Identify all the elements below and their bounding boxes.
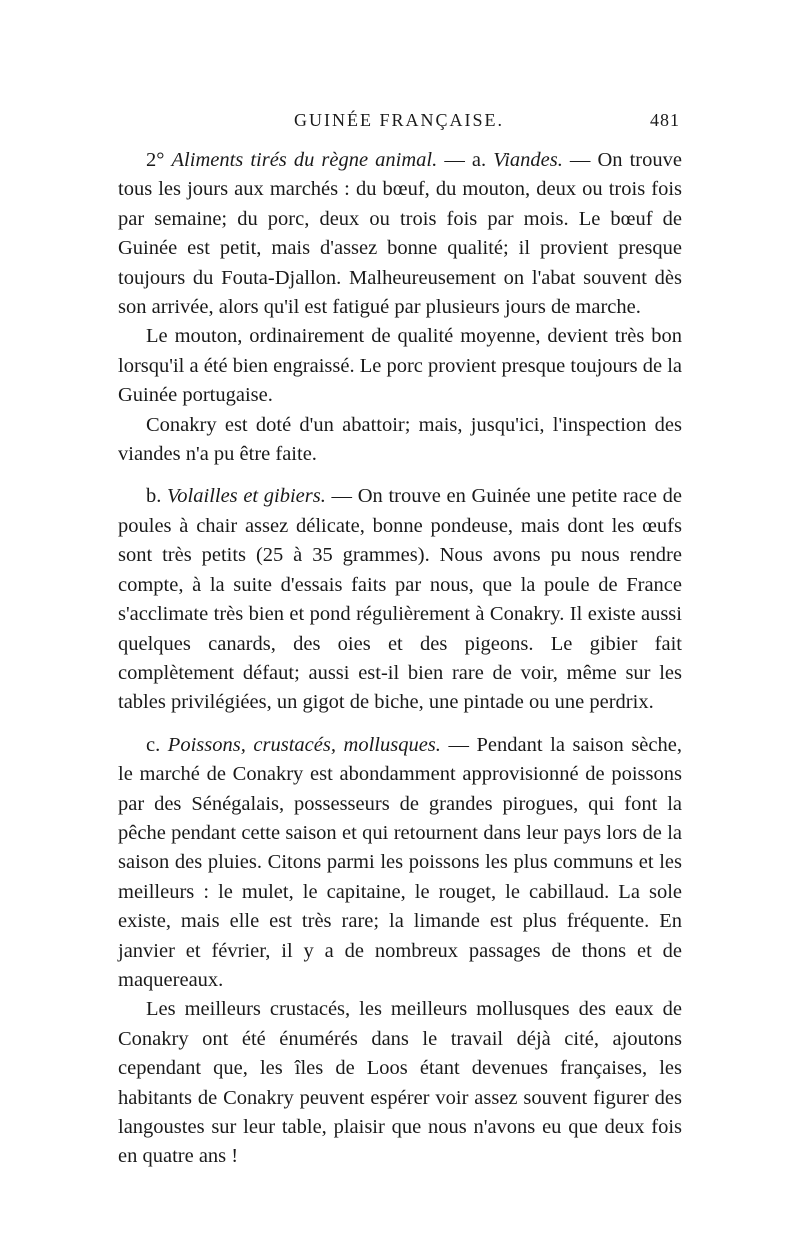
subsection-letter: b. <box>146 485 168 508</box>
section-heading: Aliments tirés du règne animal. <box>171 149 438 171</box>
body-text <box>118 146 682 1172</box>
page-header <box>118 110 680 134</box>
subsection-heading: Volailles et gibiers. <box>167 485 326 508</box>
running-title: GUINÉE FRANÇAISE. <box>293 110 504 130</box>
paragraph-viandes <box>118 146 682 322</box>
paragraph-text: — Pendant la saison sèche, le marché de Conakry est abondamment approvisionné de poissons par des Sénégalais, possesseurs de grandes pirogues, qui font la pêche pendant cette saison et qui retournent dans leur pays lors de la saison des pluies. Citons parmi les poissons les plus communs et les meilleurs : le mulet, le capitaine, le rouget, le cabillaud. La sole existe, mais elle est très rare; la limande est plus fréquente. En janvier et février, il y a de nombreux passages de thons et de maquereaux. <box>118 733 682 991</box>
paragraph-text: Les meilleurs crustacés, les meilleurs mollusques des eaux de Conakry ont été énumérés dans le travail déjà cité, ajoutons cependant que, les îles de Loos étant devenues françaises, les habitants de Conakry peuvent espérer voir assez souvent figurer des langoustes sur leur table, plaisir que nous n'avons eu que deux fois en quatre ans ! <box>118 998 682 1168</box>
paragraph-volailles <box>118 482 682 717</box>
subsection-heading: Poissons, crustacés, mollusques. <box>167 733 441 756</box>
paragraph-text: Le mouton, ordinairement de qualité moyenne, devient très bon lorsqu'il a été bien engraissé. Le porc provient presque toujours de la Guinée portugaise. <box>118 325 682 407</box>
paragraph-abattoir <box>118 411 682 470</box>
subsection-heading: Viandes. <box>493 149 563 171</box>
paragraph-text: Conakry est doté d'un abattoir; mais, jusqu'ici, l'inspection des viandes n'a pu être faite. <box>118 413 682 466</box>
paragraph-text: — On trouve tous les jours aux marchés : du bœuf, du mouton, deux ou trois fois par semaine; du porc, deux ou trois fois par mois. Le bœuf de Guinée est petit, mais d'assez bonne qualité; il provient presque toujours du Fouta-Djallon. Malheureusement on l'abat souvent dès son arrivée, alors qu'il est fatigué par plusieurs jours de marche. <box>118 149 682 319</box>
paragraph-poissons <box>118 731 682 996</box>
section-separator: — a. <box>437 149 494 171</box>
paragraph-crustaces <box>118 995 682 1171</box>
subsection-letter: c. <box>146 733 168 756</box>
paragraph-mouton <box>118 322 682 410</box>
paragraph-text: — On trouve en Guinée une petite race de poules à chair assez délicate, bonne pondeuse, mais dont les œufs sont très petits (25 à 35 grammes). Nous avons pu nous rendre compte, à la suite d'essais faits par nous, que la poule de France s'acclimate très bien et pond régulièrement à Conakry. Il existe aussi quelques canards, des oies et des pigeons. Le gibier fait complètement défaut; aussi est-il bien rare de voir, même sur les tables privilégiées, un gigot de biche, une pintade ou une perdrix. <box>118 485 682 714</box>
page-number: 481 <box>650 110 680 130</box>
section-number: 2° <box>146 149 172 171</box>
